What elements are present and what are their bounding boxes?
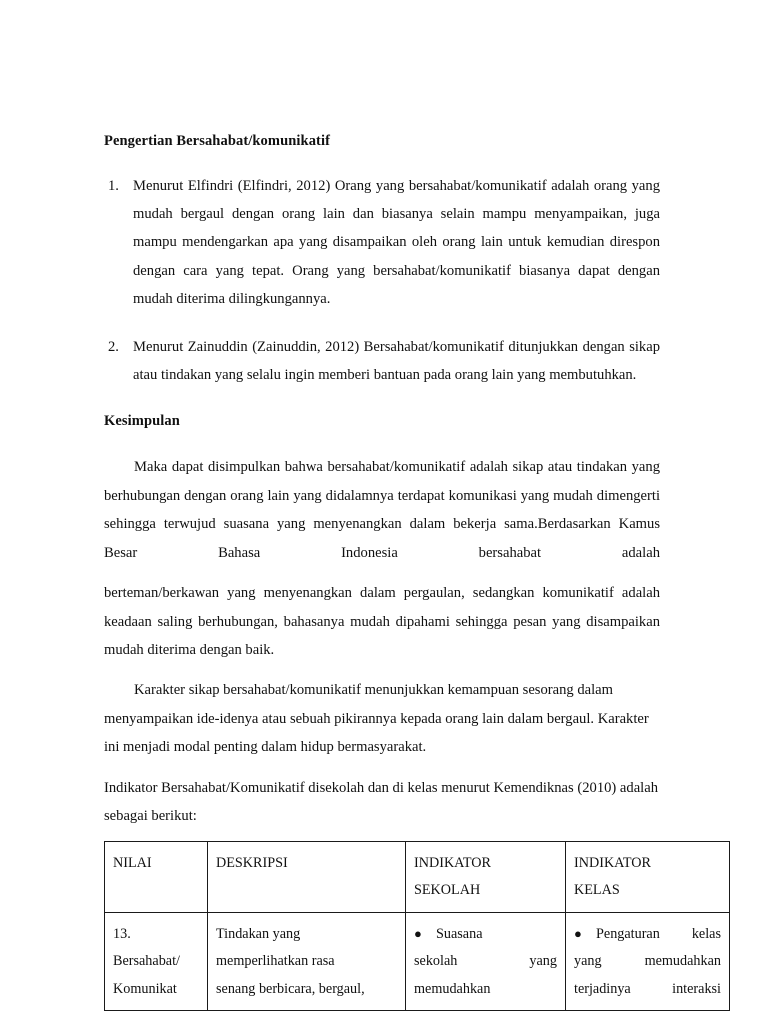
table-cell-nilai: 13. Bersahabat/ Komunikat	[105, 912, 208, 1010]
table-intro-text: Indikator Bersahabat/Komunikatif disekolah dan di kelas menurut Kemendiknas (2010) adalah sebagai berikut:	[104, 779, 658, 825]
conclusion-paragraph-first-continued: berteman/berkawan yang menyenangkan dalam pergaulan, sedangkan komunikatif adalah keadaan saling berhubungan, bahasanya mudah dipahami sehingga pesan yang disampaikan mudah diterima dengan baik.	[104, 585, 660, 659]
list-item-marker: 2.	[108, 338, 119, 355]
table-header-nilai: NILAI	[105, 841, 208, 912]
list-item-text: Menurut Zainuddin (Zainuddin, 2012) Bersahabat/komunikatif ditunjukkan dengan sikap atau tindakan yang selalu ingin memberi bantuan pada orang lain yang membutuhkan.	[133, 338, 660, 384]
bullet-item	[574, 921, 721, 949]
table-header-indikator-kelas: INDIKATOR KELAS	[566, 841, 730, 912]
document-content	[104, 132, 721, 1011]
conclusion-paragraph-first	[104, 453, 660, 567]
section-heading-pengertian: Pengertian Bersahabat/komunikatif	[104, 133, 331, 149]
definition-list	[104, 172, 660, 390]
bullet-text: Pengaturan kelas	[596, 925, 721, 942]
list-item	[104, 172, 660, 314]
conclusion-paragraph-second: Karakter sikap bersahabat/komunikatif menunjukkan kemampuan sesorang dalam menyampaikan ide-idenya atau sebuah pikirannya kepada orang lain dalam bergaul. Karakter ini menjadi modal penting dalam hidup bermasyarakat.	[104, 682, 649, 756]
table-cell-indikator-kelas: ● Pengaturan kelas yang memudahkan terjadinya interaksi	[566, 912, 730, 1010]
table-row	[105, 912, 730, 1010]
bullet-item	[414, 921, 557, 949]
table-header-row	[105, 841, 730, 912]
list-item	[104, 333, 660, 390]
table-cell-indikator-sekolah: ● Suasana sekolah yang memudahkan	[406, 912, 566, 1010]
bullet-text: Suasana	[436, 925, 483, 942]
conclusion-paragraph-first-part-a: Maka dapat disimpulkan bahwa bersahabat/komunikatif adalah sikap atau tindakan yang berhubungan dengan orang lain yang didalamnya terdapat komunikasi yang mudah dimengerti sehingga terwujud suasana yang menyenangkan dalam bekerja sama.Berdasarkan Kamus Besar Bahasa Indonesia bersahabat adalah	[104, 459, 660, 561]
table-header-indikator-sekolah: INDIKATOR SEKOLAH	[406, 841, 566, 912]
table-header-deskripsi: DESKRIPSI	[208, 841, 406, 912]
bullet-icon: ●	[414, 925, 422, 941]
section-heading-kesimpulan: Kesimpulan	[104, 412, 180, 429]
list-item-marker: 1.	[108, 177, 119, 194]
bullet-icon: ●	[574, 925, 582, 941]
table-cell-deskripsi: Tindakan yang memperlihatkan rasa senang berbicara, bergaul,	[208, 912, 406, 1010]
list-item-text: Menurut Elfindri (Elfindri, 2012) Orang yang bersahabat/komunikatif adalah orang yang mudah bergaul dengan orang lain dan biasanya selain mampu menyampaikan, juga mampu mendengarkan apa yang disampaikan oleh orang lain untuk kemudian direspon dengan cara yang tepat. Orang yang bersahabat/komunikatif biasanya dapat dengan mudah diterima dilingkungannya.	[133, 177, 660, 308]
indikator-table	[104, 841, 730, 1011]
